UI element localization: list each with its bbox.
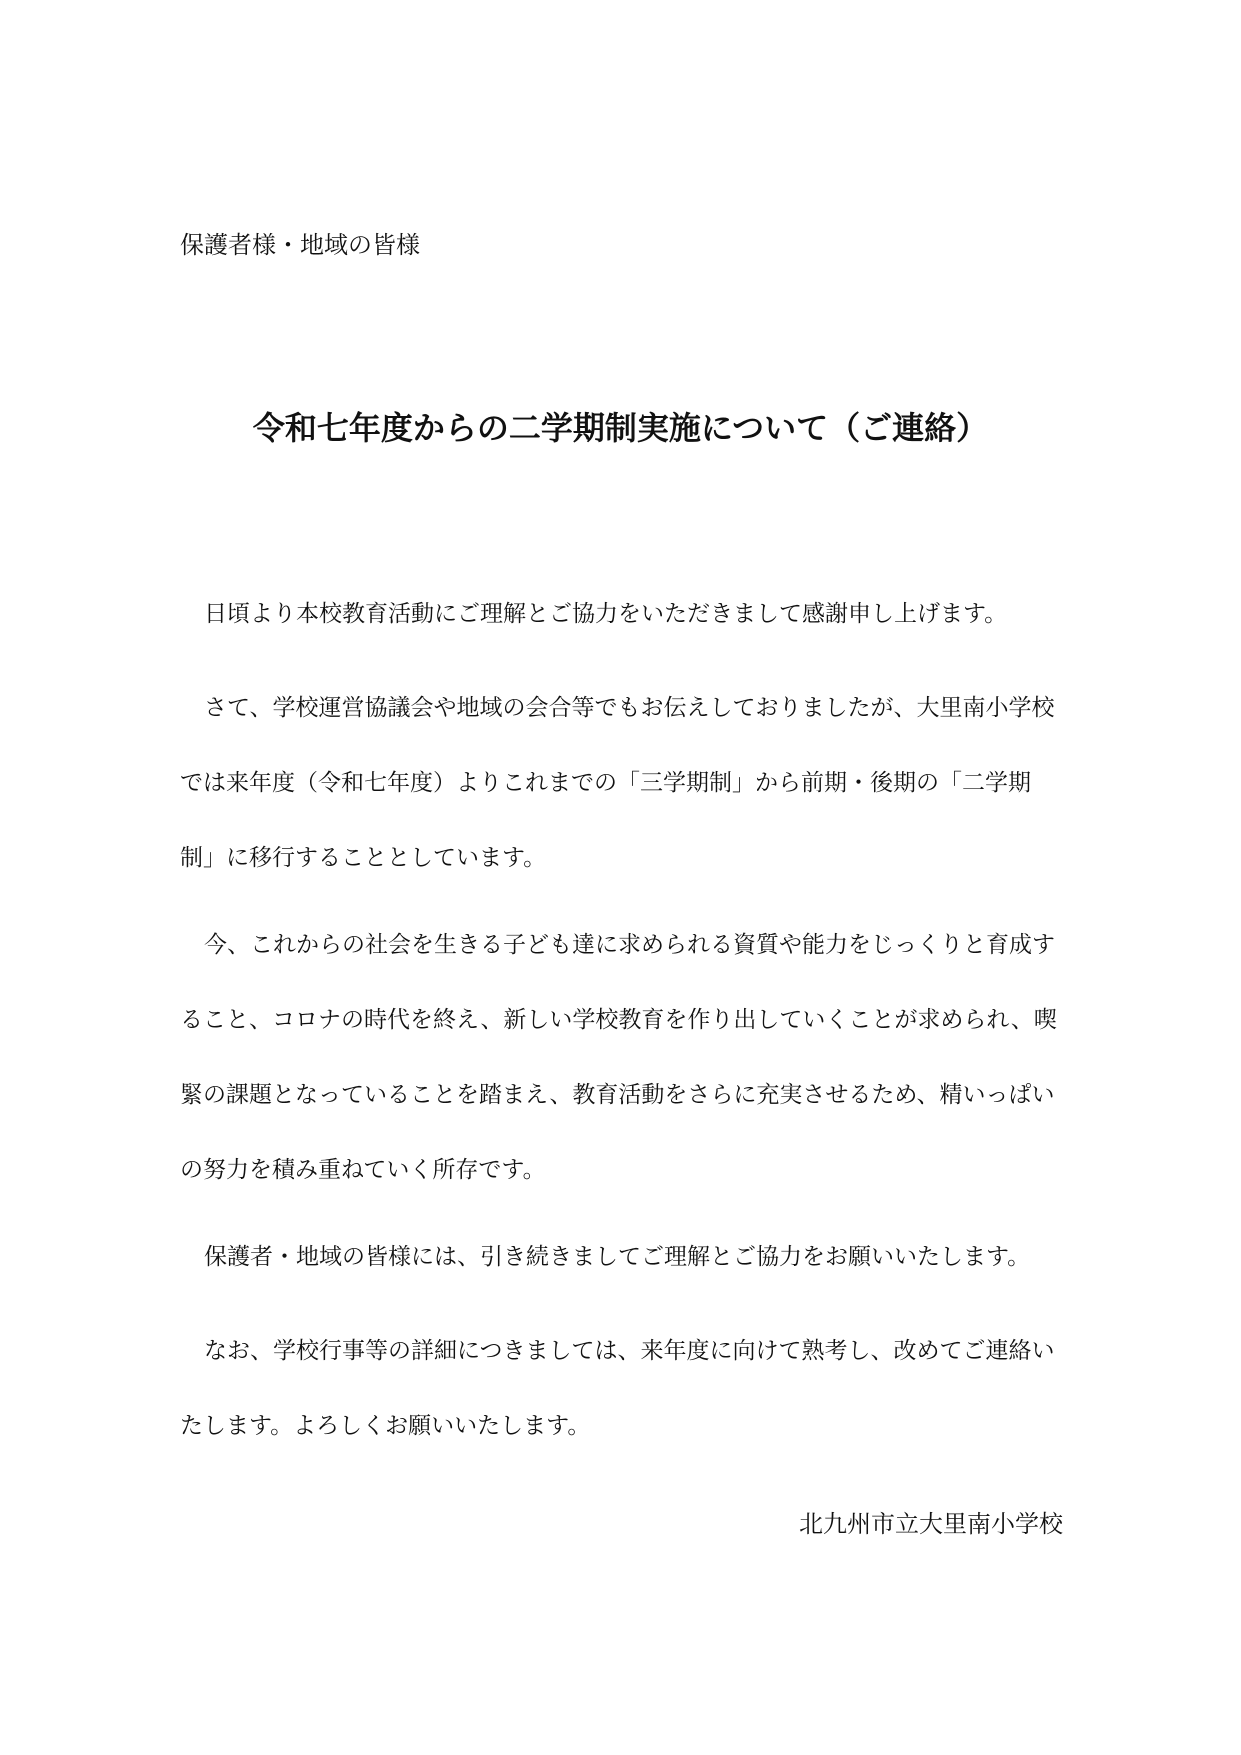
body-line-4: 制」に移行することとしています。: [180, 845, 547, 871]
sender-school-name: 北九州市立大里南小学校: [799, 1510, 1063, 1538]
body-line-8: の努力を積み重ねていく所存です。: [180, 1157, 546, 1183]
body-line-6: ること、コロナの時代を終え、新しい学校教育を作り出していくことが求められ、喫: [180, 1007, 1057, 1033]
body-line-3: では来年度（令和七年度）よりこれまでの「三学期制」から前期・後期の「二学期: [180, 770, 1031, 796]
body-line-2: さて、学校運営協議会や地域の会合等でもお伝えしておりましたが、大里南小学校: [204, 695, 1055, 721]
document-title: 令和七年度からの二学期制実施について（ご連絡）: [252, 409, 989, 447]
body-line-5: 今、これからの社会を生きる子ども達に求められる資質や能力をじっくりと育成す: [204, 932, 1055, 958]
salutation: 保護者様・地域の皆様: [180, 231, 420, 259]
body-line-9: 保護者・地域の皆様には、引き続きましてご理解とご協力をお願いいたします。: [204, 1244, 1031, 1270]
body-line-1: 日頃より本校教育活動にご理解とご協力をいただきまして感謝申し上げます。: [204, 601, 1008, 627]
body-line-11: たします。よろしくお願いいたします。: [180, 1413, 591, 1439]
body-line-10: なお、学校行事等の詳細につきましては、来年度に向けて熟考し、改めてご連絡い: [204, 1338, 1055, 1364]
body-line-7: 緊の課題となっていることを踏まえ、教育活動をさらに充実させるため、精いっぱい: [180, 1082, 1055, 1108]
